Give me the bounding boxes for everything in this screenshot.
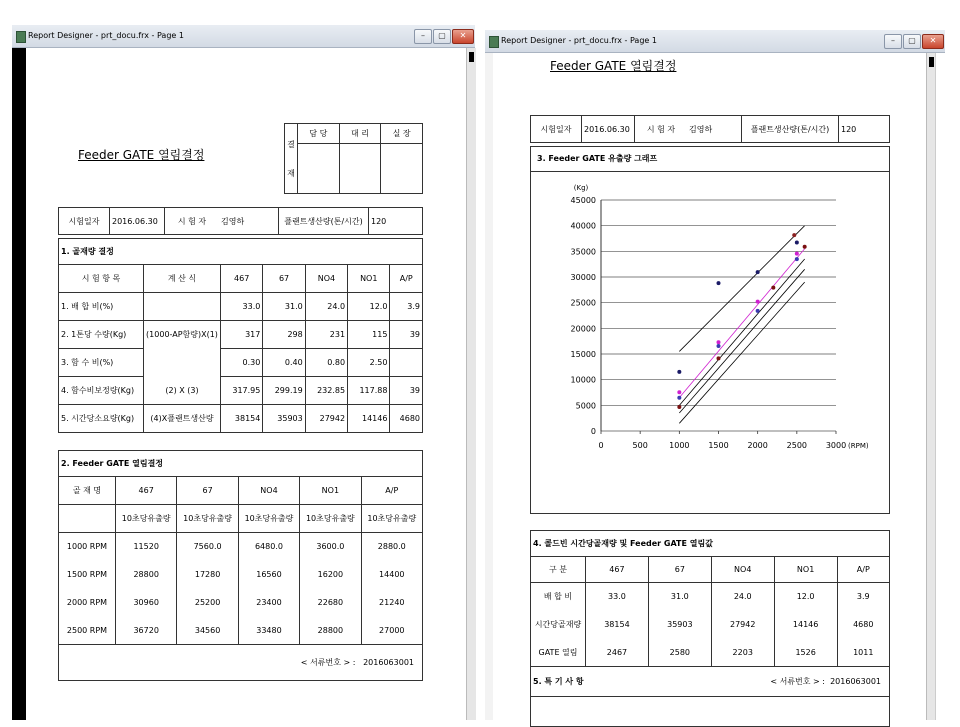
th: NO4 xyxy=(238,477,299,505)
table-cell: 2203 xyxy=(711,639,774,667)
th: NO4 xyxy=(711,557,774,583)
table-cell xyxy=(59,533,116,561)
trend-line xyxy=(679,249,804,398)
table-cell xyxy=(59,617,116,645)
table-cell: 21240 xyxy=(361,589,422,617)
tester-value: 김영하 xyxy=(219,208,279,235)
table-cell: 1011 xyxy=(837,639,889,667)
table-cell: 22680 xyxy=(300,589,361,617)
y-tick-label: 15000 xyxy=(570,350,596,359)
scroll-thumb[interactable] xyxy=(929,57,934,67)
rpm-unit: RPM xyxy=(89,625,108,635)
table-cell: 17280 xyxy=(177,561,238,589)
table-cell: 3600.0 xyxy=(300,533,361,561)
sign-cell xyxy=(298,144,340,194)
table-cell: 24.0 xyxy=(711,583,774,611)
table-cell xyxy=(59,589,116,617)
app-icon xyxy=(16,31,26,43)
subheader: 10초당유출량 xyxy=(361,505,422,533)
date-label: 시험일자 xyxy=(531,116,582,143)
th: NO1 xyxy=(300,477,361,505)
table-row xyxy=(59,589,423,617)
y-tick-label: 25000 xyxy=(570,298,596,308)
table-cell: 23400 xyxy=(238,589,299,617)
data-point xyxy=(795,252,799,256)
table-row xyxy=(59,377,423,405)
plant-value: 120 xyxy=(839,116,890,143)
plant-label: 플랜트생산량(톤/시간) xyxy=(742,116,839,143)
gate-outflow-chart xyxy=(531,173,889,513)
table-cell: 0.40 xyxy=(263,349,305,377)
table-cell: 14146 xyxy=(774,611,837,639)
right-doc-number: < 서류번호 > : 2016063001 xyxy=(770,677,881,686)
th: 67 xyxy=(648,557,711,583)
rpm-value: 2500 xyxy=(66,625,88,635)
y-axis-label: (Kg) xyxy=(573,184,589,192)
th: NO4 xyxy=(305,265,347,293)
sec5-title: 5. 특 기 사 항 xyxy=(533,677,584,686)
table-cell: 27000 xyxy=(361,617,422,645)
table-cell: 배 합 비 xyxy=(531,583,586,611)
plant-label: 플랜트생산량(톤/시간) xyxy=(279,208,369,235)
left-window xyxy=(12,25,475,720)
sec4-table xyxy=(530,530,890,727)
data-point xyxy=(677,405,681,409)
table-cell: (4)X플랜트생산량 xyxy=(144,405,221,433)
table-cell: 317 xyxy=(221,321,263,349)
sec5-body xyxy=(531,697,890,727)
sign-cell xyxy=(339,144,381,194)
table-row xyxy=(531,611,890,639)
table-cell xyxy=(144,293,221,321)
table-cell xyxy=(144,349,221,377)
th: A/P xyxy=(837,557,889,583)
table-cell: 7560.0 xyxy=(177,533,238,561)
graph-section xyxy=(530,146,890,514)
sec2-title: 2. Feeder GATE 열림결정 xyxy=(59,451,423,477)
table-cell: 35903 xyxy=(648,611,711,639)
table-cell: 117.88 xyxy=(348,377,390,405)
table-cell: 299.19 xyxy=(263,377,305,405)
table-cell: 0.80 xyxy=(305,349,347,377)
table-cell: 33.0 xyxy=(586,583,649,611)
right-window-title: Report Designer - prt_docu.frx - Page 1 xyxy=(501,36,657,45)
tester-label: 시 험 자 xyxy=(165,208,220,235)
table-cell: 31.0 xyxy=(263,293,305,321)
table-row xyxy=(59,349,423,377)
rpm-value: 1500 xyxy=(66,570,88,579)
table-cell: 27942 xyxy=(711,611,774,639)
table-cell: 2580 xyxy=(648,639,711,667)
th: 467 xyxy=(116,477,177,505)
right-window xyxy=(485,30,945,720)
right-titlebar xyxy=(485,30,945,53)
scroll-thumb[interactable] xyxy=(469,52,474,62)
table-cell: 4680 xyxy=(837,611,889,639)
close-button[interactable]: ✕ xyxy=(452,29,474,44)
table-row xyxy=(59,293,423,321)
table-cell: 38154 xyxy=(586,611,649,639)
th: 계 산 식 xyxy=(144,265,221,293)
approval-col: 실 장 xyxy=(381,124,423,144)
right-edge-ruler xyxy=(935,53,946,720)
table-cell: 36720 xyxy=(116,617,177,645)
y-tick-label: 35000 xyxy=(570,247,596,257)
y-tick-label: 45000 xyxy=(570,196,596,205)
table-cell: 2880.0 xyxy=(361,533,422,561)
table-cell: (2) X (3) xyxy=(144,377,221,405)
tester-label: 시 험 자 xyxy=(635,116,688,143)
subheader: 10초당유출량 xyxy=(177,505,238,533)
th: 67 xyxy=(263,265,305,293)
info-table xyxy=(58,207,423,235)
data-point xyxy=(677,370,681,374)
th: A/P xyxy=(390,265,423,293)
th: NO1 xyxy=(774,557,837,583)
table-cell: GATE 열림 xyxy=(531,639,586,667)
x-tick-label: 0 xyxy=(598,441,604,450)
table-cell: 14146 xyxy=(348,405,390,433)
material-label: 골 재 명 xyxy=(59,477,116,505)
x-tick-label: 3000 xyxy=(825,441,847,450)
minimize-button[interactable]: – xyxy=(884,34,902,49)
data-point xyxy=(717,356,721,360)
table-cell: 24.0 xyxy=(305,293,347,321)
th: 467 xyxy=(586,557,649,583)
table-cell: 38154 xyxy=(221,405,263,433)
table-cell: 39 xyxy=(390,321,423,349)
sec1-table xyxy=(58,238,423,433)
rpm-value: 2000 xyxy=(66,598,88,607)
y-tick-label: 0 xyxy=(590,427,596,436)
table-cell: 16560 xyxy=(238,561,299,589)
date-value: 2016.06.30 xyxy=(582,116,635,143)
close-button[interactable]: ✕ xyxy=(922,34,944,49)
left-scrollbar[interactable] xyxy=(466,48,476,720)
table-cell: 25200 xyxy=(177,589,238,617)
th: 67 xyxy=(177,477,238,505)
table-row xyxy=(531,583,890,611)
table-cell: 231 xyxy=(305,321,347,349)
app-icon xyxy=(489,36,499,48)
data-point xyxy=(717,344,721,348)
data-point xyxy=(756,300,760,304)
right-info-table xyxy=(530,115,890,143)
table-cell: 27942 xyxy=(305,405,347,433)
table-row xyxy=(59,617,423,645)
left-titlebar xyxy=(12,25,475,48)
x-tick-label: 1500 xyxy=(708,441,729,450)
table-cell: 317.95 xyxy=(221,377,263,405)
rpm-unit: RPM xyxy=(89,542,108,552)
report-title: Feeder GATE 열림결정 xyxy=(78,148,205,162)
y-tick-label: 20000 xyxy=(570,324,596,334)
approval-col: 담 당 xyxy=(298,124,340,144)
date-value: 2016.06.30 xyxy=(110,208,165,235)
table-cell: 3. 함 수 비(%) xyxy=(59,349,144,377)
sec2-table xyxy=(58,450,423,681)
table-cell: 298 xyxy=(263,321,305,349)
data-point xyxy=(677,396,681,400)
table-row xyxy=(59,321,423,349)
th: 시 험 항 목 xyxy=(59,265,144,293)
left-window-title: Report Designer - prt_docu.frx - Page 1 xyxy=(28,31,184,40)
table-cell: 115 xyxy=(348,321,390,349)
trend-line xyxy=(679,282,804,423)
table-cell: 11520 xyxy=(116,533,177,561)
table-row xyxy=(59,533,423,561)
x-tick-label: 2000 xyxy=(747,441,768,450)
table-cell: 0.30 xyxy=(221,349,263,377)
table-cell: 3.9 xyxy=(837,583,889,611)
sec5-row xyxy=(531,667,890,697)
minimize-button[interactable]: – xyxy=(414,29,432,44)
restore-button[interactable]: ▢ xyxy=(433,29,451,44)
sec3-title: 3. Feeder GATE 유출량 그래프 xyxy=(537,154,658,163)
th: A/P xyxy=(361,477,422,505)
table-cell: 14400 xyxy=(361,561,422,589)
table-cell: 232.85 xyxy=(305,377,347,405)
th: 구 분 xyxy=(531,557,586,583)
y-tick-label: 30000 xyxy=(570,273,596,282)
table-row xyxy=(59,561,423,589)
sec4-title: 4. 콜드빈 시간당골재량 및 Feeder GATE 열림값 xyxy=(531,531,890,557)
rpm-unit: RPM xyxy=(89,570,108,579)
subheader: 10초당유출량 xyxy=(300,505,361,533)
table-cell: 시간당골재량 xyxy=(531,611,586,639)
subheader: 10초당유출량 xyxy=(116,505,177,533)
table-cell xyxy=(59,561,116,589)
table-cell: 28800 xyxy=(300,617,361,645)
data-point xyxy=(795,241,799,245)
trend-line xyxy=(679,269,804,413)
plant-value: 120 xyxy=(369,208,423,235)
right-report-title: Feeder GATE 열림결정 xyxy=(550,59,677,73)
date-label: 시험일자 xyxy=(59,208,110,235)
data-point xyxy=(803,245,807,249)
y-tick-label: 5000 xyxy=(575,401,596,411)
data-point xyxy=(771,286,775,290)
table-cell: 2467 xyxy=(586,639,649,667)
y-tick-label: 40000 xyxy=(570,221,596,231)
left-report-page xyxy=(26,48,466,720)
table-cell: 4. 함수비보정량(Kg) xyxy=(59,377,144,405)
sign-cell xyxy=(381,144,423,194)
table-cell: 30960 xyxy=(116,589,177,617)
data-point xyxy=(756,270,760,274)
table-cell: 12.0 xyxy=(774,583,837,611)
doc-number: < 서류번호 > : 2016063001 xyxy=(59,645,423,681)
table-cell: 33.0 xyxy=(221,293,263,321)
table-cell: 3.9 xyxy=(390,293,423,321)
rpm-unit: RPM xyxy=(89,598,108,607)
rpm-value: 1000 xyxy=(66,542,88,552)
right-report-page xyxy=(493,53,927,720)
th: NO1 xyxy=(348,265,390,293)
approval-col: 대 리 xyxy=(339,124,381,144)
tester-value: 김영하 xyxy=(687,116,742,143)
restore-button[interactable]: ▢ xyxy=(903,34,921,49)
th: 467 xyxy=(221,265,263,293)
data-point xyxy=(795,257,799,261)
data-point xyxy=(756,309,760,313)
data-point xyxy=(717,340,721,344)
table-cell: 31.0 xyxy=(648,583,711,611)
x-tick-label: 2500 xyxy=(786,441,808,450)
table-cell: 2. 1톤당 수량(Kg) xyxy=(59,321,144,349)
subheader: 10초당유출량 xyxy=(238,505,299,533)
data-point xyxy=(792,233,796,237)
y-tick-label: 10000 xyxy=(570,375,596,385)
approval-side: 결 재 xyxy=(285,124,298,194)
table-cell: (1000-AP함량)X(1) xyxy=(144,321,221,349)
x-tick-label: 1000 xyxy=(669,441,690,450)
table-cell: 5. 시간당소요량(Kg) xyxy=(59,405,144,433)
table-cell: 39 xyxy=(390,377,423,405)
table-cell xyxy=(390,349,423,377)
table-cell: 2.50 xyxy=(348,349,390,377)
table-row xyxy=(531,639,890,667)
table-cell: 35903 xyxy=(263,405,305,433)
table-cell: 6480.0 xyxy=(238,533,299,561)
table-cell: 34560 xyxy=(177,617,238,645)
table-row xyxy=(59,405,423,433)
approval-box xyxy=(284,123,423,194)
table-cell: 33480 xyxy=(238,617,299,645)
table-cell: 16200 xyxy=(300,561,361,589)
x-axis-label: (RPM) xyxy=(848,442,869,450)
data-point xyxy=(677,390,681,394)
table-cell: 1. 배 합 비(%) xyxy=(59,293,144,321)
sec1-title: 1. 골재량 결정 xyxy=(59,239,423,265)
table-cell: 12.0 xyxy=(348,293,390,321)
table-cell: 1526 xyxy=(774,639,837,667)
blank-cell xyxy=(59,505,116,533)
x-tick-label: 500 xyxy=(632,441,648,450)
table-cell: 4680 xyxy=(390,405,423,433)
table-cell: 28800 xyxy=(116,561,177,589)
data-point xyxy=(717,281,721,285)
graph-title-rule xyxy=(531,171,889,172)
